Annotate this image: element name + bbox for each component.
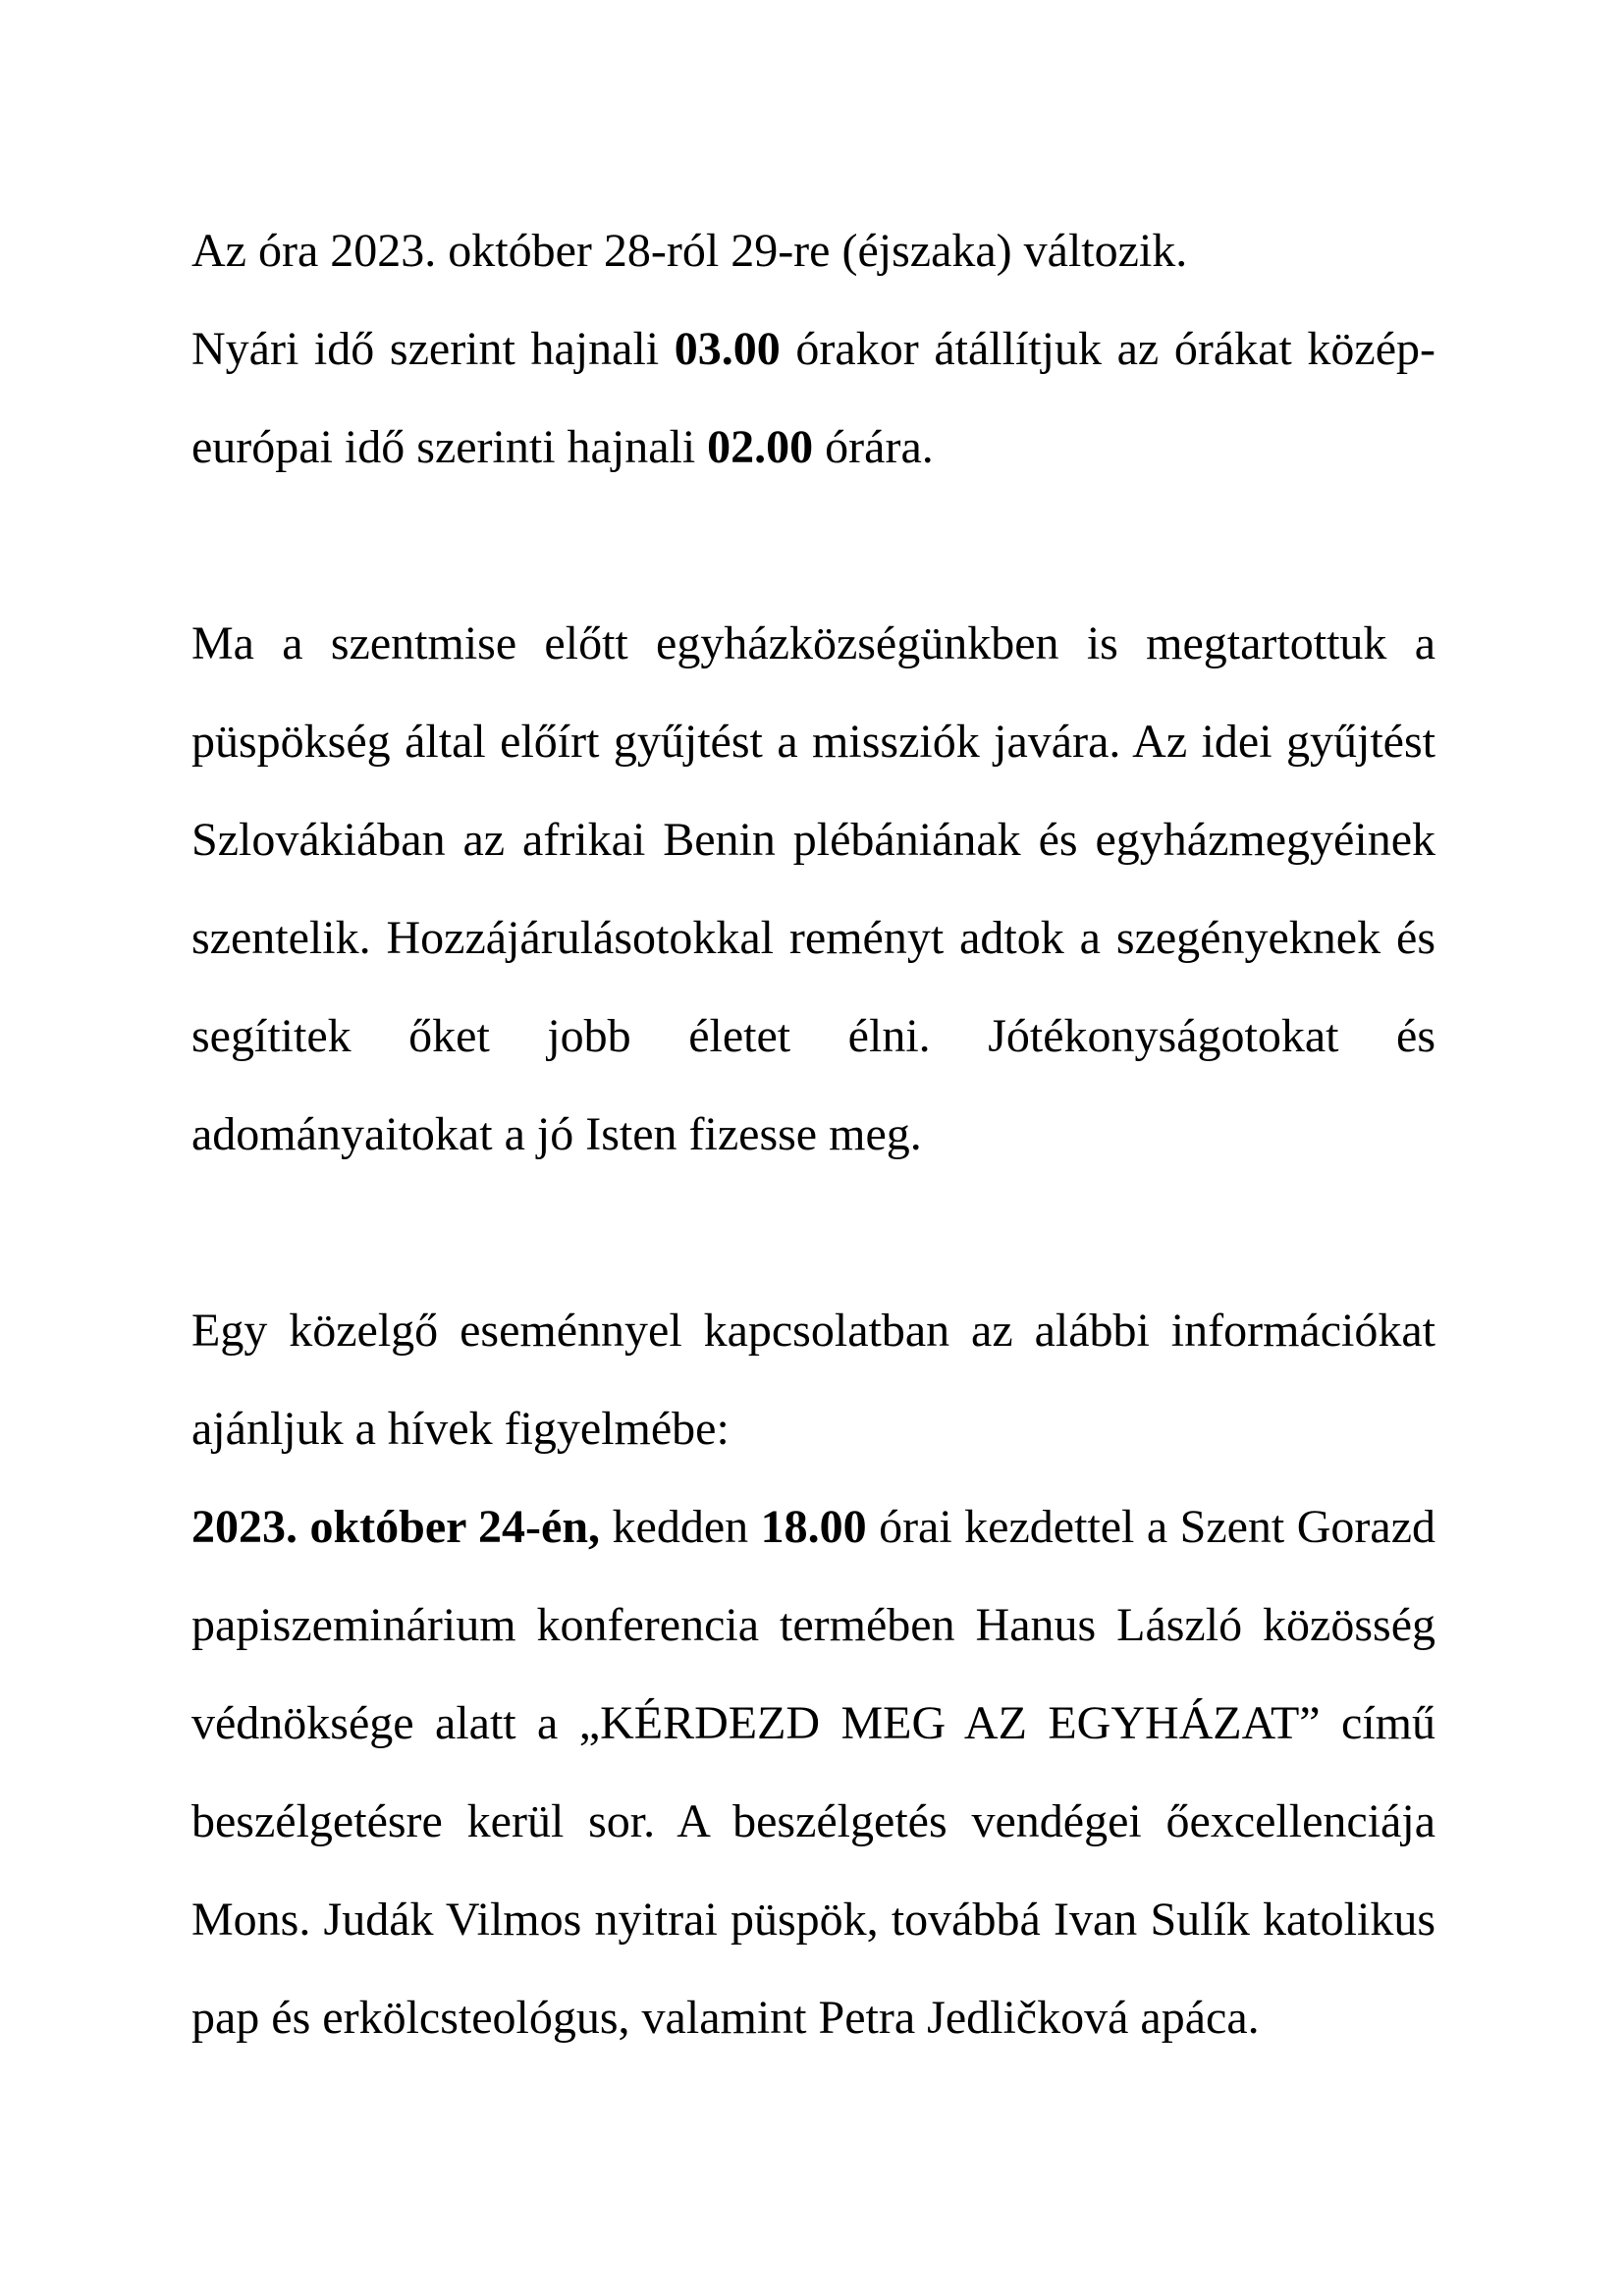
para-mission-collection (191, 595, 1435, 1184)
text-run: órára. (813, 421, 934, 473)
text-run: órai kezdettel a Szent Gorazd papiszeminárium konferencia termében Hanus László közösség védnöksége alatt a „KÉRDEZD MEG AZ EGYHÁZAT” című beszélgetésre kerül sor. A beszélgetés vendégei őexcellenciája Mons. Judák Vilmos nyitrai püspök, továbbá Ivan Sulík katolikus pap és erkölcsteológus, valamint Petra Jedličková apáca. (191, 1501, 1435, 2044)
para-clock-change (191, 202, 1435, 300)
bold-text-run: 2023. október 24-én, (191, 1501, 601, 1553)
text-run: Ma a szentmise előtt egyházközségünkben is megtartottuk a püspökség által előírt gyűjtést a missziók javára. Az idei gyűjtést Szlovákiában az afrikai Benin plébániának és egyházmegyéinek szentelik. Hozzájárulásotokkal reményt adtok a szegényeknek és segítitek őket jobb életet élni. Jótékonyságotokat és adományaitokat a jó Isten fizesse meg. (191, 617, 1435, 1160)
para-time-shift (191, 300, 1435, 497)
text-run: Nyári idő szerint hajnali (191, 323, 675, 375)
text-run: kedden (600, 1501, 761, 1553)
para-event-intro (191, 1282, 1435, 1478)
bold-text-run: 03.00 (674, 323, 781, 375)
paragraph-spacer (191, 497, 1435, 595)
text-run: órakor átállítjuk az órákat közép-európai idő szerinti hajnali (191, 323, 1436, 473)
text-run: Egy közelgő eseménnyel kapcsolatban az alábbi információkat ajánljuk a hívek figyelmébe: (191, 1305, 1435, 1455)
paragraph-spacer (191, 1184, 1435, 1282)
para-event-details (191, 1478, 1435, 2067)
bold-text-run: 02.00 (707, 421, 814, 473)
text-run: Az óra 2023. október 28-ról 29-re (éjszaka) változik. (191, 225, 1188, 277)
bold-text-run: 18.00 (760, 1501, 867, 1553)
